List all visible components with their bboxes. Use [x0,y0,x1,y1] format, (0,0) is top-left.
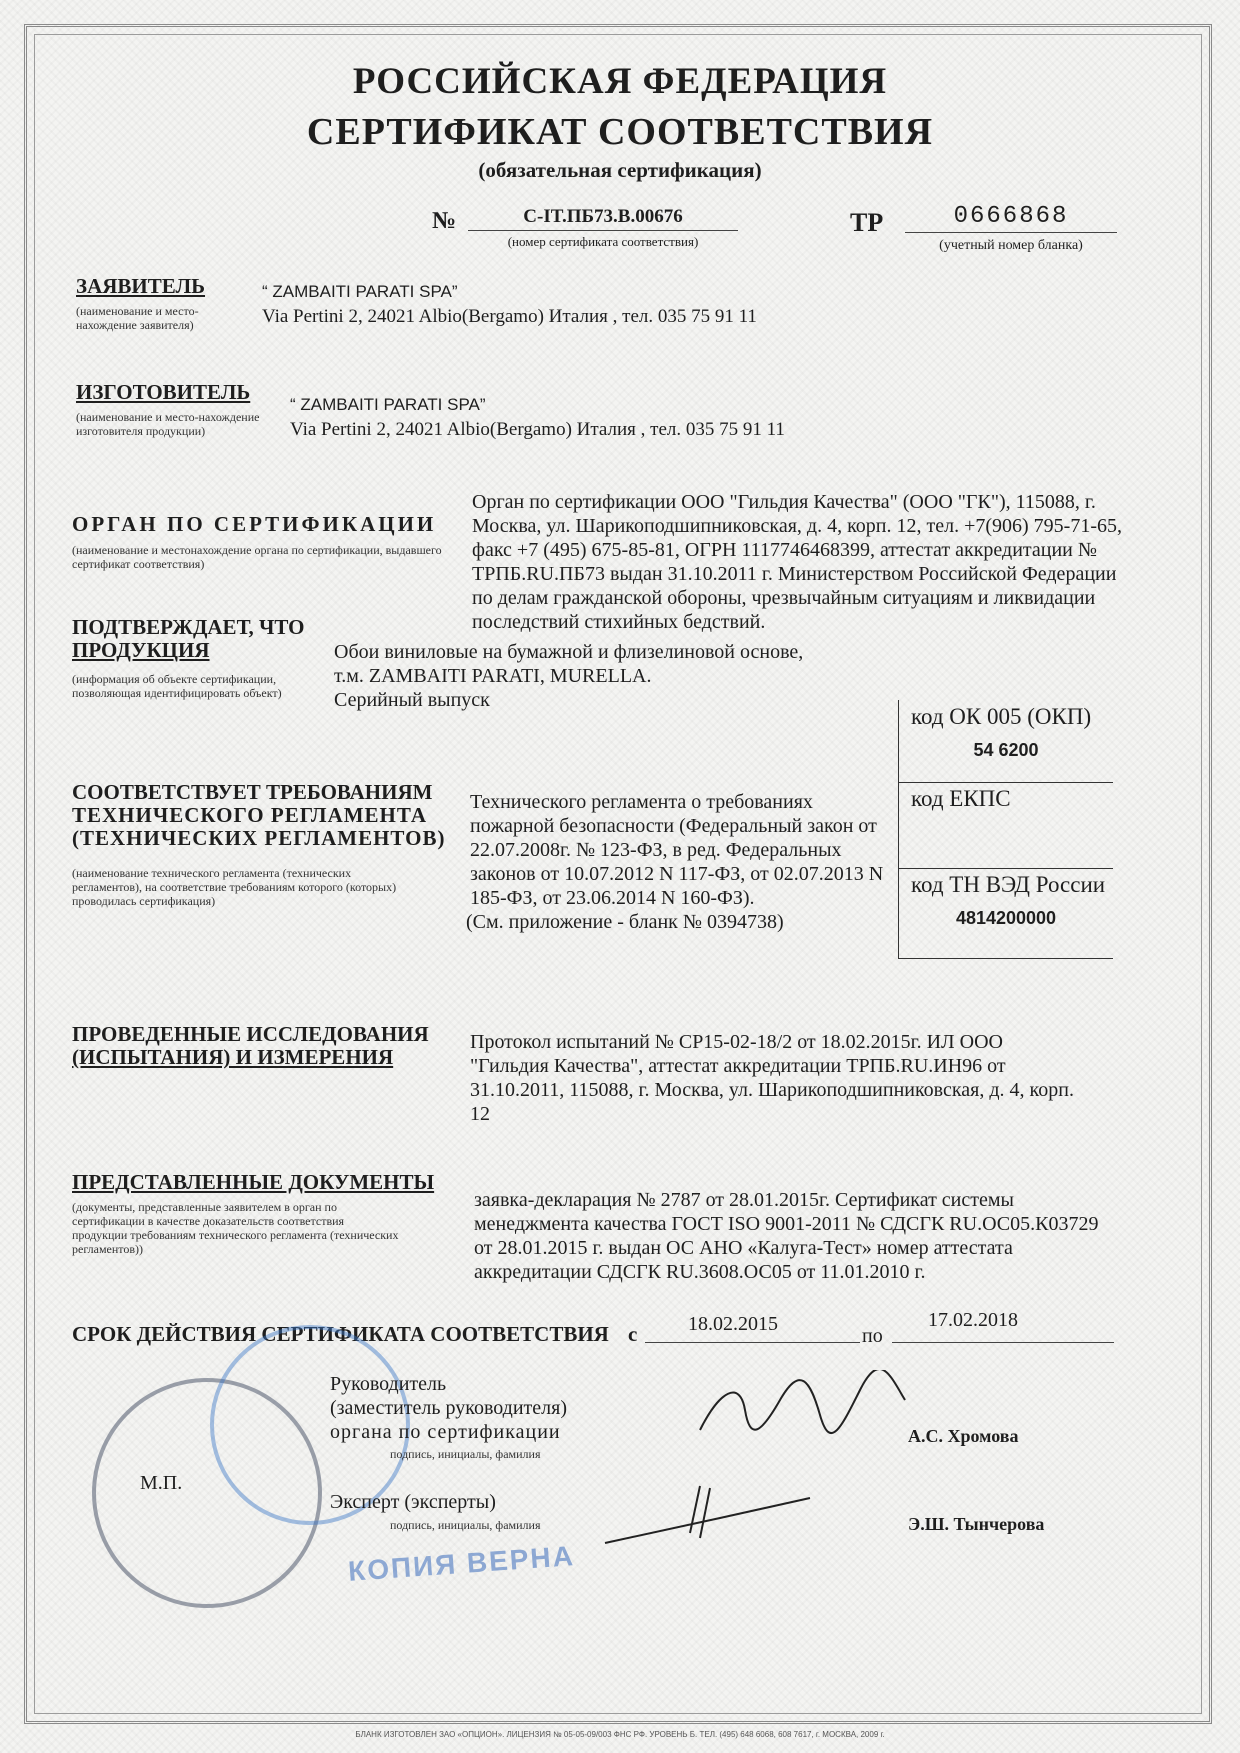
ekps-code-box [898,782,1113,869]
validity-to-line [892,1342,1114,1343]
cert-body-label: ОРГАН ПО СЕРТИФИКАЦИИ [72,512,437,536]
head-name: А.С. Хромова [908,1426,1019,1446]
validity-to: 17.02.2018 [928,1309,1018,1331]
cert-body-text: Орган по сертификации ООО "Гильдия Качества" (ООО "ГК"), 115088, г. Москва, ул. Шарикоподшипниковская, д. 4, корп. 12, тел. +7(906) 795-71-65, факс +7 (495) 675-85-81, ОГРН 1117746468399, аттестат аккредитации № ТРПБ.RU.ПБ73 выдан 31.10.2011 г. Министерством Российской Федерации по делам гражданской обороны, чрезвычайным ситуациям и ликвидации последствий стихийных бедствий. [472,491,1122,633]
product-line2: т.м. ZAMBAITI PARATI, MURELLA. [334,665,652,687]
blank-number-hint: (учетный номер бланка) [939,238,1083,253]
requirements-label-line2: ТЕХНИЧЕСКОГО РЕГЛАМЕНТА [72,803,428,827]
expert-label: Эксперт (эксперты) [330,1491,496,1513]
okp-code-value: 54 6200 [973,740,1039,760]
copy-certified-stamp: КОПИЯ ВЕРНА [347,1540,576,1587]
expert-name: Э.Ш. Тынчерова [908,1514,1045,1534]
manufacturer-address: Via Pertini 2, 24021 Albio(Bergamo) Италия , тел. 035 75 91 11 [290,419,785,440]
certificate-number: С-IT.ПБ73.В.00676 [468,206,738,231]
expert-signature-icon [600,1478,830,1548]
requirements-appendix: (См. приложение - бланк № 0394738) [466,911,784,933]
manufacturer-hint: (наименование и место-нахождение изготовителя продукции) [76,410,260,438]
head-sign-hint: подпись, инициалы, фамилия [390,1447,541,1461]
requirements-hint: (наименование технического регламента (технических регламентов), на соответствие требованиям которого (которых) проводилась сертификация) [72,866,397,908]
documents-label: ПРЕДСТАВЛЕННЫЕ ДОКУМЕНТЫ [72,1170,435,1194]
product-label-line1: ПОДТВЕРЖДАЕТ, ЧТО [72,615,305,639]
applicant-name: “ ZAMBAITI PARATI SPA” [262,282,458,301]
certificate-number-hint: (номер сертификата соответствия) [507,234,699,249]
validity-from-word: с [628,1322,638,1346]
requirements-label-line3: (ТЕХНИЧЕСКИХ РЕГЛАМЕНТОВ) [72,826,446,850]
okp-code-label: код ОК 005 (ОКП) [911,704,1092,729]
document-subtitle: (обязательная сертификация) [478,158,762,182]
tr-label: ТР [850,208,884,237]
product-hint: (информация об объекте сертификации, позволяющая идентифицировать объект) [72,672,282,700]
validity-from: 18.02.2015 [688,1313,778,1335]
requirements-text: Технического регламента о требованиях пожарной безопасности (Федеральный закон от 22.07.2008г. № 123-ФЗ, в ред. Федеральных законов от 10.07.2012 N 117-ФЗ, от 02.07.2013 N 185-ФЗ, от 23.06.2014 N 160-ФЗ). [470,791,884,909]
documents-hint: (документы, представленные заявителем в орган по сертификации в качестве доказательств соответствия продукции требованиям технического регламента (технических регламентов)) [72,1200,399,1256]
head-title-line1: Руководитель [330,1373,447,1395]
number-sign: № [432,208,457,234]
product-label-line2: ПРОДУКЦИЯ [72,638,210,662]
validity-from-line [645,1342,860,1343]
applicant-hint: (наименование и место-нахождение заявителя) [76,304,199,332]
tests-text: Протокол испытаний № СР15-02-18/2 от 18.02.2015г. ИЛ ООО "Гильдия Качества", аттестат аккредитации ТРПБ.RU.ИН96 от 31.10.2011, 115088, г. Москва, ул. Шарикоподшипниковская, д. 4, корп. 12 [470,1031,1074,1125]
cert-body-hint: (наименование и местонахождение органа по сертификации, выдавшего сертификат соответствия) [72,543,442,571]
tnved-code-box [898,868,1113,959]
ekps-code-label: код ЕКПС [911,786,1011,811]
documents-text: заявка-декларация № 2787 от 28.01.2015г. Сертификат системы менеджмента качества ГОСТ ISO 9001-2011 № СДСГК RU.ОС05.К03729 от 28.01.2015 г. выдан ОС АНО «Калуга-Тест» номер аттестата аккредитации СДСГК RU.3608.ОС05 от 11.01.2010 г. [474,1189,1099,1283]
country-title: РОССИЙСКАЯ ФЕДЕРАЦИЯ [352,61,888,102]
document-title: СЕРТИФИКАТ СООТВЕТСТВИЯ [306,111,934,153]
requirements-label-line1: СООТВЕТСТВУЕТ ТРЕБОВАНИЯМ [72,780,433,804]
tests-label-line2: (ИСПЫТАНИЯ) И ИЗМЕРЕНИЯ [72,1045,394,1069]
expert-sign-hint: подпись, инициалы, фамилия [390,1518,541,1532]
validity-to-word: по [862,1325,883,1347]
head-signature-icon [690,1370,910,1440]
footer-print-info: БЛАНК ИЗГОТОВЛЕН ЗАО «ОПЦИОН». ЛИЦЕНЗИЯ № 05-05-09/003 ФНС РФ. УРОВЕНЬ Б. ТЕЛ. (495) 648 6068, 608 7617, г. МОСКВА, 2009 г. [355,1730,885,1739]
product-line3: Серийный выпуск [334,689,490,711]
ekps-code-value [899,812,1113,826]
okp-code-box [898,700,1113,783]
mp-label: М.П. [140,1472,183,1494]
blank-number: 0666868 [905,203,1117,233]
applicant-address: Via Pertini 2, 24021 Albio(Bergamo) Италия , тел. 035 75 91 11 [262,306,757,327]
tnved-code-value: 4814200000 [955,908,1057,928]
head-title-line3: органа по сертификации [330,1421,561,1443]
product-line1: Обои виниловые на бумажной и флизелиновой основе, [334,641,804,663]
tnved-code-label: код ТН ВЭД России [911,872,1106,897]
head-title-line2: (заместитель руководителя) [330,1397,568,1419]
applicant-label: ЗАЯВИТЕЛЬ [76,274,206,298]
tests-label-line1: ПРОВЕДЕННЫЕ ИССЛЕДОВАНИЯ [72,1022,429,1046]
manufacturer-label: ИЗГОТОВИТЕЛЬ [76,380,251,404]
validity-label: СРОК ДЕЙСТВИЯ СЕРТИФИКАТА СООТВЕТСТВИЯ [72,1322,609,1346]
manufacturer-name: “ ZAMBAITI PARATI SPA” [290,395,486,414]
